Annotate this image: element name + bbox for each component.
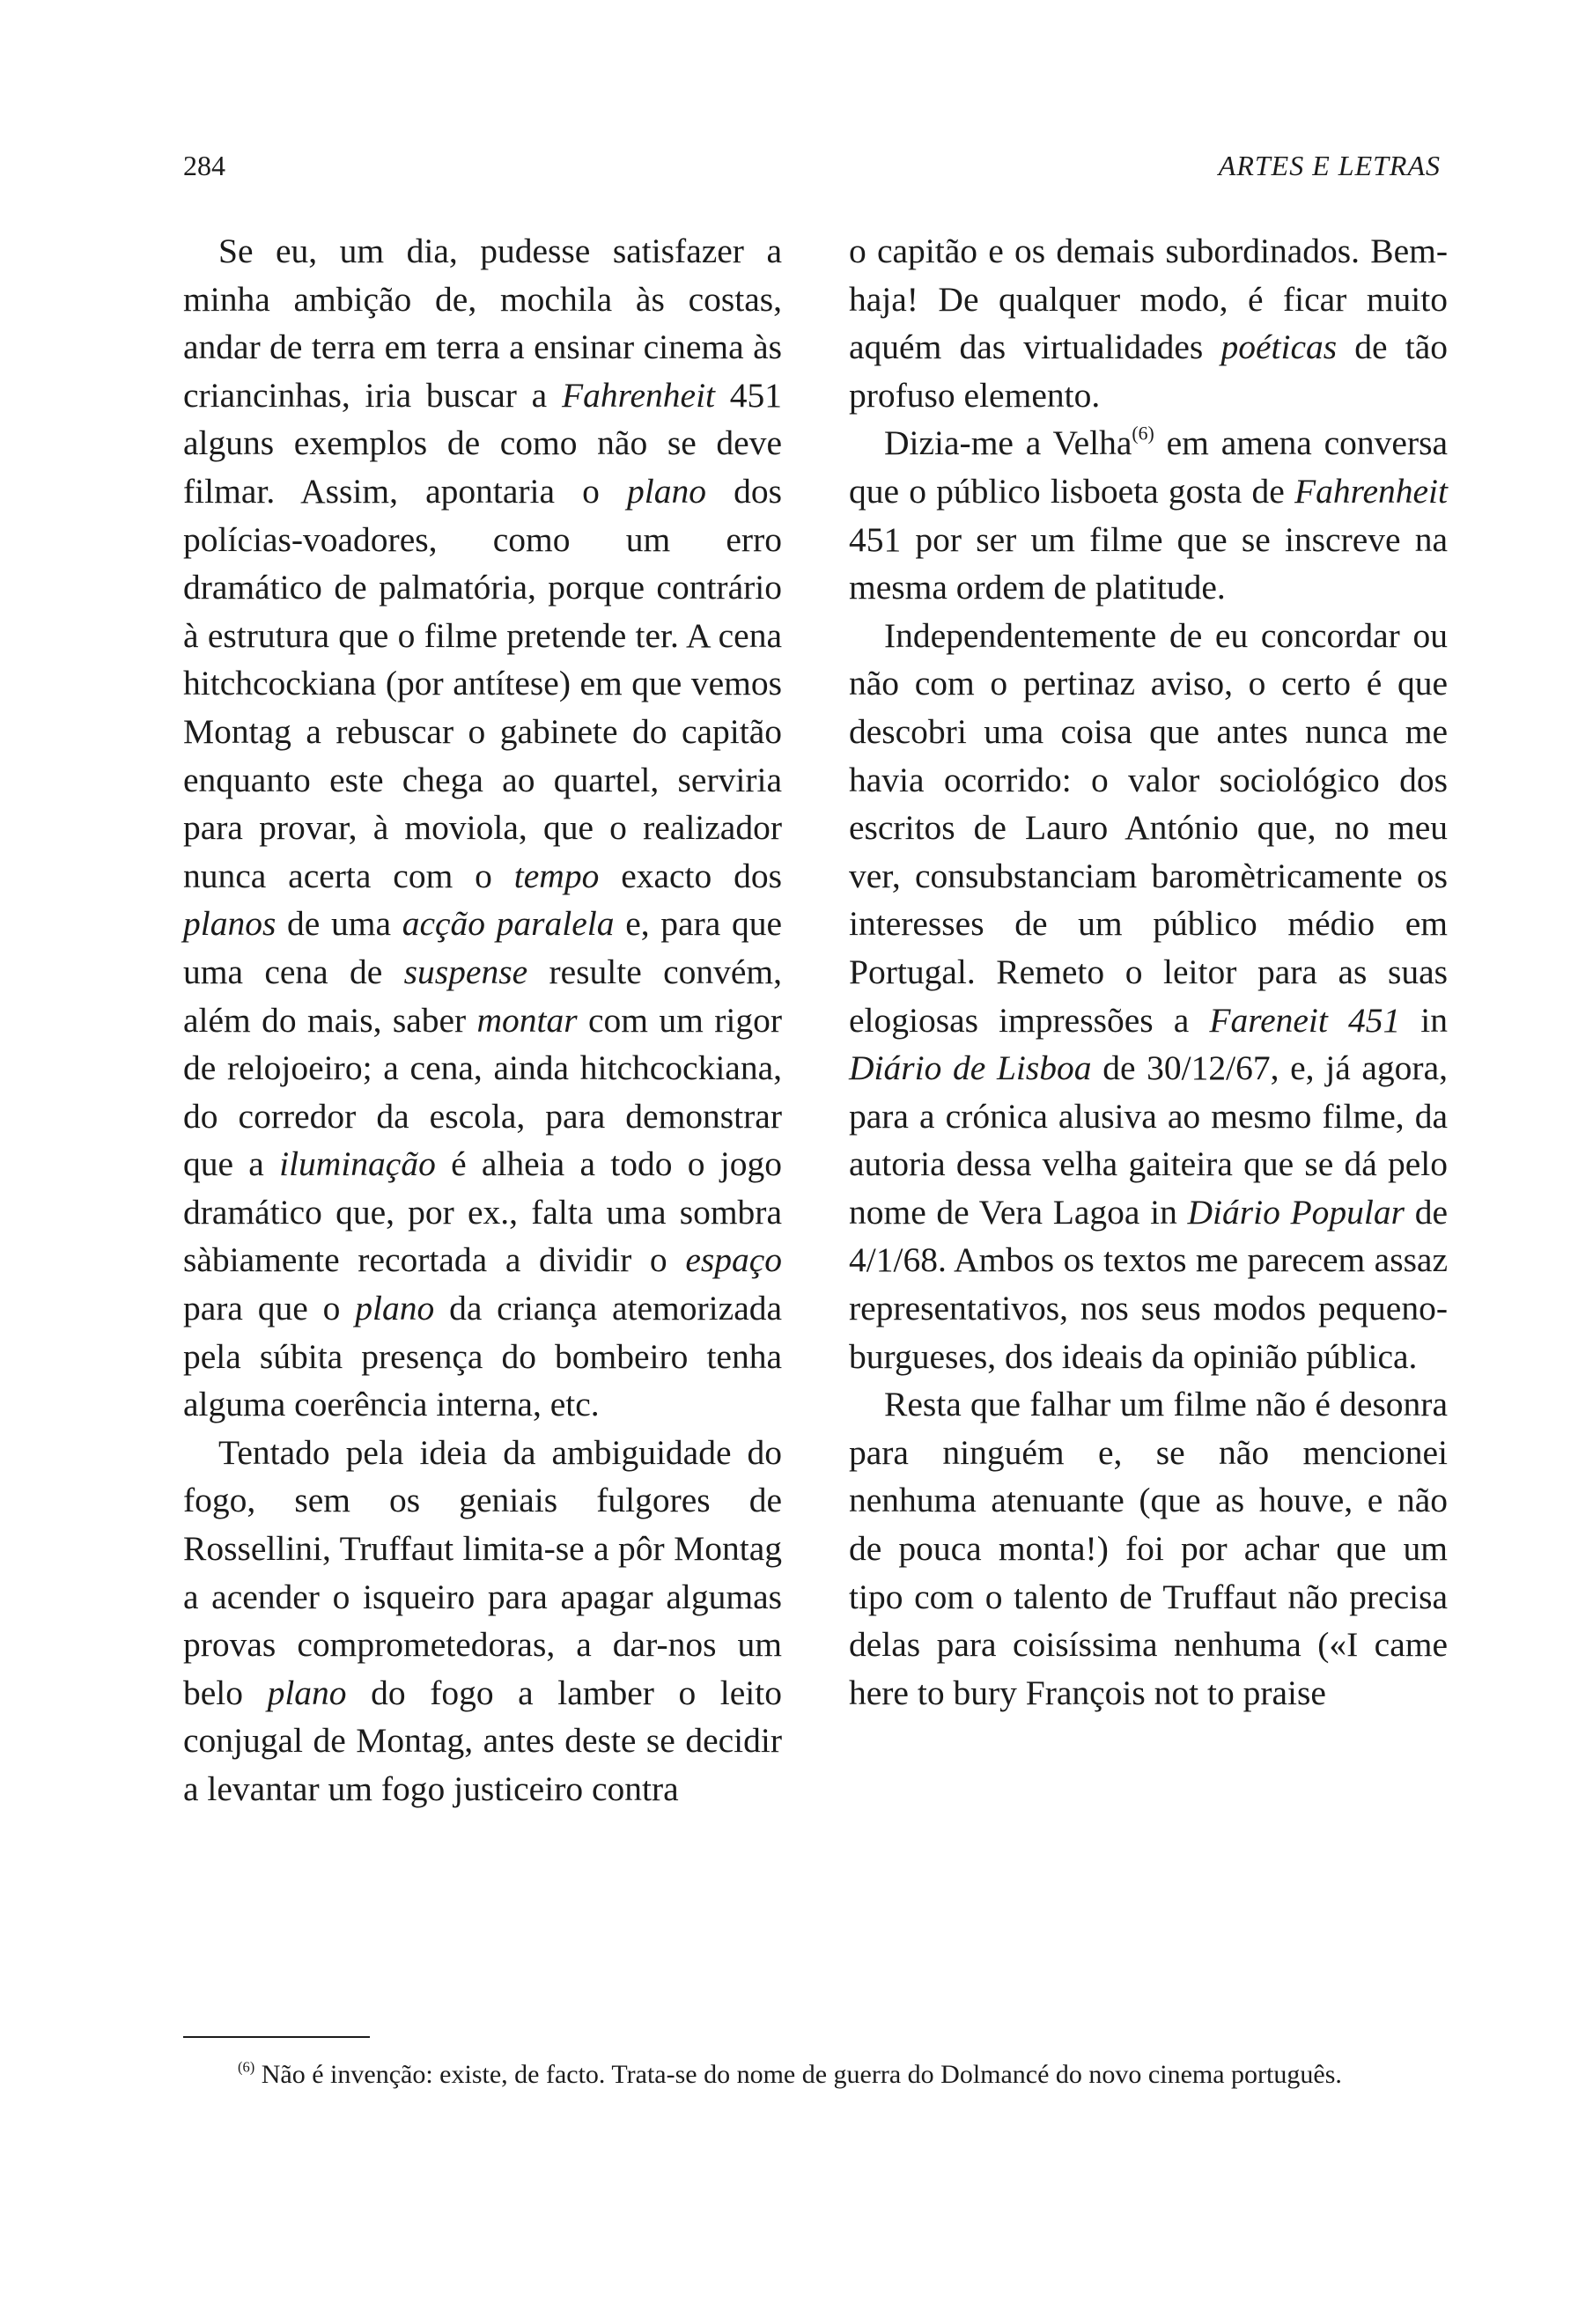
emphasis: plano [627, 471, 707, 511]
paragraph: Resta que falhar um filme não é desonra para ninguém e, se não mencionei nenhuma atenuante (que as houve, e não de pouca monta!) foi por achar que um tipo com o talento de Truffaut não precisa delas para coisíssima nenhuma («I came here to bury François not to praise [849, 1385, 1448, 1712]
left-column [183, 227, 782, 1813]
paragraph-continued: o capitão e os demais subordinados. Bem-haja! De qualquer modo, é ficar muito aquém das virtualidades poéticas de tão profuso elemento. [849, 232, 1448, 415]
paragraph: Dizia-me a Velha$^{(6)}$ em amena conversa que o público lisboeta gosta de Fahrenheit 451 por ser um filme que se inscreve na mesma ordem de platitude. [849, 423, 1449, 607]
paragraph: Se eu, um dia, pudesse satisfazer a minha ambição de, mochila às costas, andar de terra em terra a ensinar cinema às criancinhas, iria buscar a Fahrenheit 451 alguns exemplos de como não se deve filmar. Assim, apontaria o plano dos polícias-voadores, como um erro dramático de palmatória, porque contrário à estrutura que o filme pretende ter. A cena hitchcockiana (por antítese) em que vemos Montag a rebuscar o gabinete do capitão enquanto este chega ao quartel, serviria para provar, à moviola, que o realizador nunca acerta com o tempo exacto dos planos de uma acção paralela e, para que uma cena de suspense resulte convém, além do mais, saber montar com um rigor de relojoeiro; a cena, ainda hitchcockiana, do corredor da escola, para demonstrar que a iluminação é alheia a todo o jogo dramático que, por ex., falta uma sombra sàbiamente recortada a dividir o espaço para que o plano da criança atemorizada pela súbita presença do bombeiro tenha alguma coerência interna, etc. [183, 232, 783, 1424]
footnote-divider [183, 2036, 370, 2038]
footnote-ref[interactable]: (6) [1132, 423, 1154, 445]
emphasis: espaço [685, 1240, 782, 1280]
emphasis: poéticas [1220, 327, 1338, 367]
film-title: Fahrenheit [561, 375, 716, 415]
emphasis: montar [476, 1000, 578, 1040]
emphasis: plano [267, 1673, 347, 1712]
page-number: 284 [183, 150, 225, 181]
footnote [183, 2060, 1442, 2090]
footnote-text: Não é invenção: existe, de facto. Trata-se do nome de guerra do Dolmancé do novo cinema português. [254, 2060, 1342, 2089]
footnote-marker: (6) [238, 2058, 255, 2076]
paragraph: Independentemente de eu concordar ou não com o pertinaz aviso, o certo é que descobri uma coisa que antes nunca me havia ocorrido: o valor sociológico dos escritos de Lauro António que, no meu ver, consubstanciam baromètricamente os interesses de um público médio em Portugal. Remeto o leitor para as suas elogiosas impressões a Fareneit 451 in Diário de Lisboa de 30/12/67, e, já agora, para a crónica alusiva ao mesmo filme, da autoria dessa velha gaiteira que se dá pelo nome de Vera Lagoa in Diário Popular de 4/1/68. Ambos os textos me parecem assaz representativos, nos seus modos pequeno-burgueses, dos ideais da opinião pública. [849, 615, 1448, 1376]
paragraph: Tentado pela ideia da ambiguidade do fogo, sem os geniais fulgores de Rossellini, Truffaut limita-se a pôr Montag a acender o isqueiro para apagar algumas provas comprometedoras, a dar-nos um belo plano do fogo a lamber o leito conjugal de Montag, antes deste se decidir a levantar um fogo justiceiro contra [183, 1432, 782, 1808]
emphasis: acção paralela [402, 904, 615, 944]
film-title: Fahrenheit [1294, 471, 1448, 511]
emphasis: plano [355, 1289, 435, 1328]
film-title: Fareneit 451 [1209, 1000, 1401, 1040]
emphasis: iluminação [279, 1144, 436, 1184]
running-head: ARTES E LETRAS [1218, 150, 1441, 181]
right-column [849, 227, 1448, 1717]
emphasis: tempo [513, 856, 600, 895]
newspaper-title: Diário Popular [1187, 1192, 1405, 1232]
newspaper-title: Diário de Lisboa [849, 1048, 1092, 1088]
emphasis: planos [183, 904, 277, 944]
emphasis: suspense [403, 952, 528, 991]
